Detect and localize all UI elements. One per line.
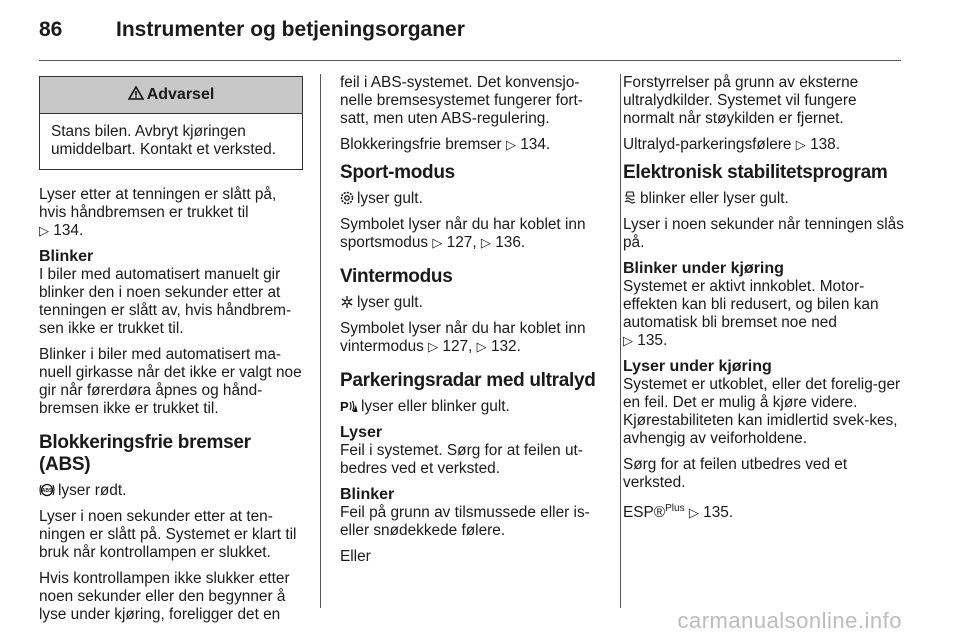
paragraph: Symbolet lyser når du har koblet inn sportsmodus ▷ 127, ▷ 136. [340,216,586,251]
page-header [0,0,960,60]
page-number: 86 [39,18,63,41]
page-title: Instrumenter og betjeningsorganer [116,18,465,41]
paragraph: Lyser i noen sekunder etter at ten-ningen er slått på. Systemet er klart til bruk når kontrollampen er slukket. [39,508,297,561]
svg-text:P: P [340,399,349,413]
paragraph: Hvis kontrollampen ikke slukker etter noen sekunder eller den begynner å lyse under kjøring, foreligger det en [39,570,290,623]
paragraph: Feil på grunn av tilsmussede eller is- eller snødekkede følere. [340,504,590,539]
winter-mode-icon [340,294,354,312]
warning-header [40,77,302,114]
warning-box [39,76,303,170]
paragraph: feil i ABS-systemet. Det konvensjo-nelle bremsesystemet fungerer fort-satt, men uten ABS-regulering. [340,74,583,127]
subheading-lyser-under-kjoring: Lyser under kjøring [623,358,772,375]
column-1 [39,74,303,632]
paragraph: Sørg for at feilen utbedres ved et verksted. [623,456,848,491]
column-2 [340,74,604,574]
subheading-blinker: Blinker [340,486,395,503]
heading-winter: Vintermodus [340,266,453,287]
subheading-blinker-under-kjoring: Blinker under kjøring [623,260,784,277]
paragraph: lyser gult. [340,190,604,208]
paragraph: P lyser eller blinker gult. [340,398,510,415]
paragraph: Lyser etter at tenningen er slått på, hvis håndbremsen er trukket til ▷ 134. [39,186,277,239]
ref-arrow-icon: ▷ [428,339,439,354]
warning-title: Advarsel [146,86,215,103]
subheading-lyser: Lyser [340,424,383,441]
abs-icon [39,482,55,500]
esp-icon [623,190,637,208]
paragraph: Blinker i biler med automatisert ma-nuell girkasse når det ikke er valgt noe gir når førerdøra åpnes og hånd-bremsen ikke er trukket til. [39,346,302,417]
heading-abs: Blokkeringsfrie bremser (ABS) [39,432,251,475]
ref-arrow-icon: ▷ [505,137,516,152]
svg-text:ABS: ABS [41,488,53,494]
heading-parking: Parkeringsradar med ultralyd [340,370,596,391]
watermark: carmanualsonline.info [677,608,902,633]
paragraph: Systemet er aktivt innkoblet. Motor-effekten kan bli redusert, og bilen kan automatisk bli bremset noe ned ▷ 135. [623,278,879,349]
ref-arrow-icon: ▷ [795,137,806,152]
paragraph: Eller [340,548,371,565]
warning-body: Stans bilen. Avbryt kjøringen umiddelbart. Kontakt et verksted. [51,123,276,158]
paragraph: Ultralyd-parkeringsfølere ▷ 138. [623,136,841,153]
ref-arrow-icon: ▷ [39,223,49,238]
paragraph: ABS lyser rødt. [39,482,303,500]
column-divider-1 [320,74,321,608]
heading-esp: Elektronisk stabilitetsprogram [623,162,888,183]
paragraph: Feil i systemet. Sørg for at feilen ut-bedres ved et verksted. [340,442,583,477]
paragraph: blinker eller lyser gult. [623,190,905,208]
ref-arrow-icon: ▷ [623,333,633,348]
subheading-blinker: Blinker [39,248,94,265]
paragraph: Blokkeringsfrie bremser ▷ 134. [340,136,551,153]
header-divider [39,60,901,61]
paragraph: Lyser i noen sekunder når tenningen slås på. [623,216,904,251]
sport-mode-icon [340,190,354,208]
ref-arrow-icon: ▷ [476,339,487,354]
ref-arrow-icon: ▷ [688,505,699,521]
paragraph: Symbolet lyser når du har koblet inn vintermodus ▷ 127, ▷ 132. [340,320,586,355]
paragraph: I biler med automatisert manuelt gir blinker den i noen sekunder etter at tenningen er slått av, hvis håndbrem-sen ikke er trukket til. [39,266,292,337]
paragraph: lyser gult. [340,294,604,312]
ref-arrow-icon: ▷ [480,235,491,250]
parking-radar-icon [340,398,358,416]
heading-sport: Sport-modus [340,162,455,183]
column-divider-2 [620,74,621,608]
paragraph: Systemet er utkoblet, eller det forelig-ger en feil. Det er mulig å kjøre videre. Kjørestabiliteten kan imidlertid svek-kes, avhengig av veiforholdene. [623,376,901,447]
paragraph: ESP®$^{Plus}$ ▷ 135. [623,503,734,522]
column-3 [623,74,905,530]
paragraph: Forstyrrelser på grunn av eksterne ultralydkilder. Systemet vil fungere normalt når støykilden er fjernet. [623,74,859,127]
warning-triangle-icon [128,77,144,113]
ref-arrow-icon: ▷ [432,235,443,250]
